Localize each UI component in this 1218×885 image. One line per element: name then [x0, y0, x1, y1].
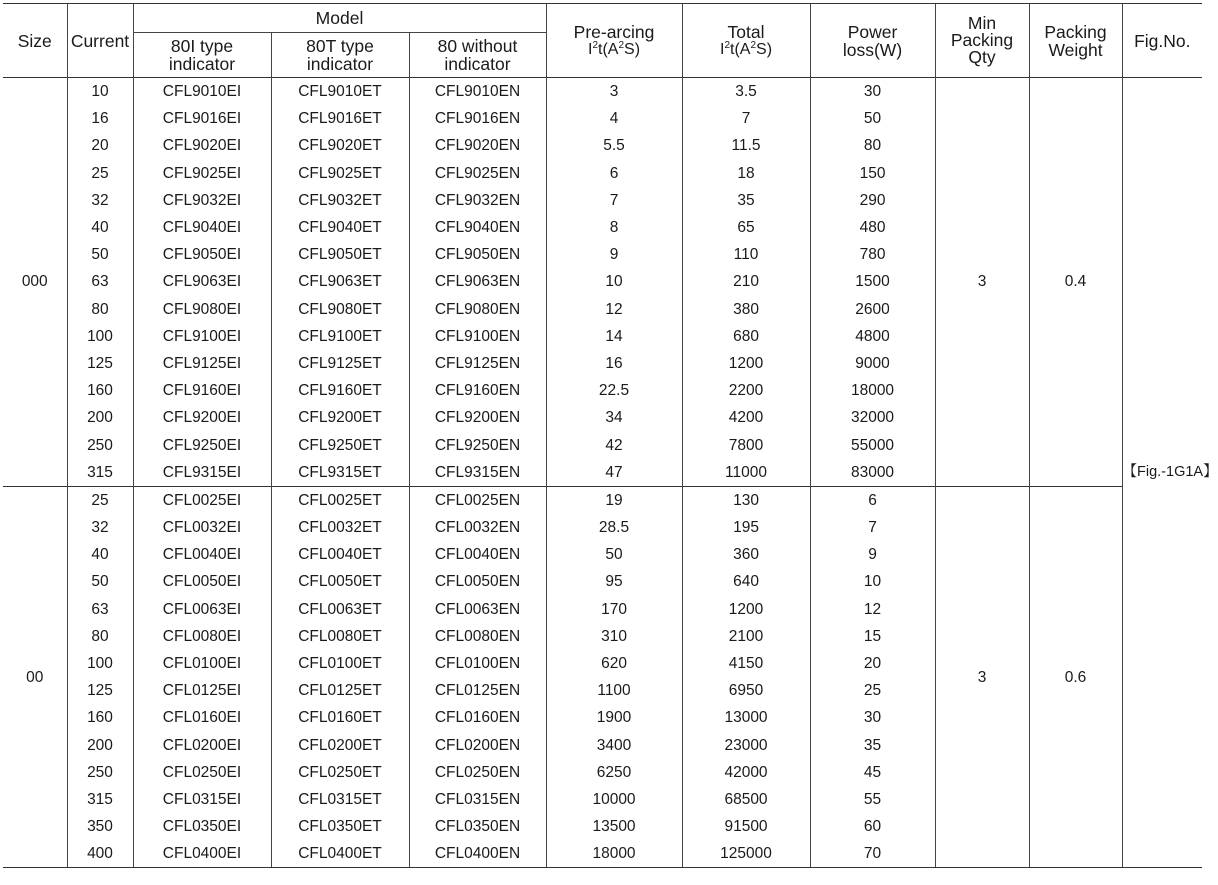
model-80t-cell: CFL0063ET	[271, 596, 409, 623]
current-cell: 32	[67, 187, 133, 214]
model-80i-cell: CFL0080EI	[133, 623, 271, 650]
fig-no-cell: 【Fig.-1G1A】	[1122, 78, 1202, 868]
current-cell: 200	[67, 404, 133, 431]
model-80i-cell: CFL9025EI	[133, 160, 271, 187]
model-80i-cell: CFL9125EI	[133, 350, 271, 377]
header-power-line1: Power	[847, 21, 898, 42]
total-cell: 7800	[682, 431, 810, 458]
current-cell: 400	[67, 840, 133, 868]
current-cell: 40	[67, 541, 133, 568]
total-cell: 3.5	[682, 78, 810, 106]
power-loss-cell: 4800	[810, 323, 935, 350]
current-cell: 315	[67, 459, 133, 487]
table-body	[3, 78, 1218, 868]
header-min-packing-qty	[935, 4, 1029, 78]
min-packing-qty-cell: 3	[935, 486, 1029, 868]
power-loss-cell: 35	[810, 732, 935, 759]
model-80i-cell: CFL9080EI	[133, 296, 271, 323]
power-loss-cell: 12	[810, 596, 935, 623]
total-cell: 13000	[682, 704, 810, 731]
current-cell: 32	[67, 514, 133, 541]
total-cell: 680	[682, 323, 810, 350]
total-cell: 360	[682, 541, 810, 568]
current-cell: 250	[67, 431, 133, 458]
model-80n-cell: CFL9160EN	[409, 377, 546, 404]
prearcing-cell: 620	[546, 650, 682, 677]
model-80i-cell: CFL0160EI	[133, 704, 271, 731]
model-80t-cell: CFL9250ET	[271, 431, 409, 458]
model-80n-cell: CFL0080EN	[409, 623, 546, 650]
model-80i-cell: CFL0200EI	[133, 732, 271, 759]
model-80n-cell: CFL9016EN	[409, 105, 546, 132]
total-cell: 195	[682, 514, 810, 541]
header-model-80t-line2: indicator	[306, 54, 374, 74]
model-80i-cell: CFL0040EI	[133, 541, 271, 568]
model-80i-cell: CFL9010EI	[133, 78, 271, 106]
model-80i-cell: CFL9020EI	[133, 132, 271, 159]
total-cell: 11000	[682, 459, 810, 487]
fuse-spec-table	[3, 3, 1218, 868]
prearcing-cell: 16	[546, 350, 682, 377]
power-loss-cell: 50	[810, 105, 935, 132]
model-80t-cell: CFL0025ET	[271, 486, 409, 514]
prearcing-cell: 8	[546, 214, 682, 241]
prearcing-cell: 9	[546, 241, 682, 268]
power-loss-cell: 1500	[810, 268, 935, 295]
model-80n-cell: CFL0040EN	[409, 541, 546, 568]
current-cell: 80	[67, 623, 133, 650]
current-cell: 125	[67, 677, 133, 704]
total-cell: 2100	[682, 623, 810, 650]
prearcing-cell: 170	[546, 596, 682, 623]
model-80t-cell: CFL9010ET	[271, 78, 409, 106]
prearcing-cell: 95	[546, 568, 682, 595]
model-80t-cell: CFL0050ET	[271, 568, 409, 595]
power-loss-cell: 7	[810, 514, 935, 541]
header-model-80n-line1: 80 without	[437, 36, 518, 56]
prearcing-cell: 1100	[546, 677, 682, 704]
model-80t-cell: CFL9050ET	[271, 241, 409, 268]
current-cell: 80	[67, 296, 133, 323]
power-loss-cell: 55000	[810, 431, 935, 458]
model-80i-cell: CFL0063EI	[133, 596, 271, 623]
model-80n-cell: CFL9200EN	[409, 404, 546, 431]
current-cell: 160	[67, 377, 133, 404]
power-loss-cell: 55	[810, 786, 935, 813]
model-80t-cell: CFL9063ET	[271, 268, 409, 295]
current-cell: 200	[67, 732, 133, 759]
model-80i-cell: CFL0350EI	[133, 813, 271, 840]
power-loss-cell: 150	[810, 160, 935, 187]
prearcing-cell: 6	[546, 160, 682, 187]
model-80n-cell: CFL9032EN	[409, 187, 546, 214]
header-model-80n-line2: indicator	[444, 54, 511, 74]
model-80t-cell: CFL0040ET	[271, 541, 409, 568]
model-80n-cell: CFL0350EN	[409, 813, 546, 840]
total-cell: 110	[682, 241, 810, 268]
current-cell: 50	[67, 241, 133, 268]
total-cell: 4150	[682, 650, 810, 677]
total-cell: 2200	[682, 377, 810, 404]
total-cell: 1200	[682, 350, 810, 377]
min-packing-qty-cell: 3	[935, 78, 1029, 487]
model-80i-cell: CFL9040EI	[133, 214, 271, 241]
header-minpack-line1: Min	[967, 13, 997, 33]
model-80t-cell: CFL9315ET	[271, 459, 409, 487]
power-loss-cell: 30	[810, 704, 935, 731]
power-loss-cell: 9	[810, 541, 935, 568]
current-cell: 350	[67, 813, 133, 840]
prearcing-cell: 19	[546, 486, 682, 514]
model-80n-cell: CFL9100EN	[409, 323, 546, 350]
model-80n-cell: CFL0032EN	[409, 514, 546, 541]
model-80n-cell: CFL9315EN	[409, 459, 546, 487]
model-80t-cell: CFL0350ET	[271, 813, 409, 840]
model-80t-cell: CFL9032ET	[271, 187, 409, 214]
prearcing-cell: 310	[546, 623, 682, 650]
model-80t-cell: CFL0080ET	[271, 623, 409, 650]
prearcing-cell: 13500	[546, 813, 682, 840]
power-loss-cell: 20	[810, 650, 935, 677]
header-model: Model	[133, 4, 546, 33]
header-weight-line1: Packing	[1044, 21, 1107, 42]
current-cell: 63	[67, 596, 133, 623]
prearcing-cell: 42	[546, 431, 682, 458]
header-model-80t-line1: 80T type	[306, 36, 374, 56]
model-80n-cell: CFL0125EN	[409, 677, 546, 704]
current-cell: 250	[67, 759, 133, 786]
model-80n-cell: CFL0200EN	[409, 732, 546, 759]
power-loss-cell: 25	[810, 677, 935, 704]
model-80t-cell: CFL9020ET	[271, 132, 409, 159]
prearcing-cell: 7	[546, 187, 682, 214]
current-cell: 125	[67, 350, 133, 377]
header-weight-line2: Weight	[1048, 39, 1103, 60]
model-80i-cell: CFL9250EI	[133, 431, 271, 458]
header-prearcing-line1: Pre-arcing	[573, 21, 655, 42]
model-80n-cell: CFL9040EN	[409, 214, 546, 241]
model-80t-cell: CFL9080ET	[271, 296, 409, 323]
total-cell: 1200	[682, 596, 810, 623]
model-80t-cell: CFL9160ET	[271, 377, 409, 404]
current-cell: 100	[67, 323, 133, 350]
model-80n-cell: CFL9050EN	[409, 241, 546, 268]
power-loss-cell: 70	[810, 840, 935, 868]
power-loss-cell: 30	[810, 78, 935, 106]
prearcing-cell: 14	[546, 323, 682, 350]
model-80i-cell: CFL0400EI	[133, 840, 271, 868]
model-80t-cell: CFL0315ET	[271, 786, 409, 813]
prearcing-cell: 47	[546, 459, 682, 487]
header-size: Size	[3, 4, 67, 78]
model-80n-cell: CFL0100EN	[409, 650, 546, 677]
model-80t-cell: CFL9040ET	[271, 214, 409, 241]
model-80i-cell: CFL9200EI	[133, 404, 271, 431]
header-current: Current	[67, 4, 133, 78]
total-cell: 4200	[682, 404, 810, 431]
header-prearcing	[546, 4, 682, 78]
model-80n-cell: CFL0025EN	[409, 486, 546, 514]
total-cell: 23000	[682, 732, 810, 759]
current-cell: 16	[67, 105, 133, 132]
model-80i-cell: CFL0125EI	[133, 677, 271, 704]
model-80i-cell: CFL0315EI	[133, 786, 271, 813]
header-packing-weight	[1029, 4, 1122, 78]
model-80n-cell: CFL9010EN	[409, 78, 546, 106]
header-minpack-line3: Qty	[968, 47, 996, 67]
current-cell: 25	[67, 160, 133, 187]
model-80t-cell: CFL9025ET	[271, 160, 409, 187]
model-80n-cell: CFL0250EN	[409, 759, 546, 786]
total-cell: 6950	[682, 677, 810, 704]
total-cell: 125000	[682, 840, 810, 868]
prearcing-cell: 28.5	[546, 514, 682, 541]
model-80t-cell: CFL0400ET	[271, 840, 409, 868]
model-80i-cell: CFL9315EI	[133, 459, 271, 487]
packing-weight-cell: 0.6	[1029, 486, 1122, 868]
power-loss-cell: 15	[810, 623, 935, 650]
power-loss-cell: 10	[810, 568, 935, 595]
header-total-line2: $I^2t(A^2S)$	[720, 39, 773, 58]
total-cell: 65	[682, 214, 810, 241]
power-loss-cell: 6	[810, 486, 935, 514]
prearcing-cell: 5.5	[546, 132, 682, 159]
model-80n-cell: CFL9025EN	[409, 160, 546, 187]
power-loss-cell: 9000	[810, 350, 935, 377]
model-80i-cell: CFL9160EI	[133, 377, 271, 404]
prearcing-cell: 4	[546, 105, 682, 132]
total-cell: 68500	[682, 786, 810, 813]
current-cell: 20	[67, 132, 133, 159]
header-prearcing-line2: $I^2t(A^2S)$	[588, 39, 641, 58]
model-80i-cell: CFL0100EI	[133, 650, 271, 677]
power-loss-cell: 60	[810, 813, 935, 840]
model-80n-cell: CFL9063EN	[409, 268, 546, 295]
header-model-80i-line1: 80I type	[170, 36, 234, 56]
model-80t-cell: CFL0200ET	[271, 732, 409, 759]
model-80i-cell: CFL0032EI	[133, 514, 271, 541]
current-cell: 100	[67, 650, 133, 677]
model-80i-cell: CFL9100EI	[133, 323, 271, 350]
prearcing-cell: 3400	[546, 732, 682, 759]
prearcing-cell: 10000	[546, 786, 682, 813]
model-80t-cell: CFL9016ET	[271, 105, 409, 132]
prearcing-cell: 22.5	[546, 377, 682, 404]
header-model-80n	[409, 33, 546, 78]
header-power-line2: loss(W)	[842, 39, 903, 60]
packing-weight-cell: 0.4	[1029, 78, 1122, 487]
model-80t-cell: CFL0160ET	[271, 704, 409, 731]
model-80n-cell: CFL0315EN	[409, 786, 546, 813]
header-power-loss	[810, 4, 935, 78]
power-loss-cell: 18000	[810, 377, 935, 404]
table-row	[3, 78, 1202, 106]
model-80t-cell: CFL9200ET	[271, 404, 409, 431]
total-cell: 35	[682, 187, 810, 214]
header-total	[682, 4, 810, 78]
power-loss-cell: 2600	[810, 296, 935, 323]
model-80i-cell: CFL0025EI	[133, 486, 271, 514]
power-loss-cell: 45	[810, 759, 935, 786]
model-80n-cell: CFL0050EN	[409, 568, 546, 595]
total-cell: 11.5	[682, 132, 810, 159]
model-80n-cell: CFL9125EN	[409, 350, 546, 377]
current-cell: 40	[67, 214, 133, 241]
model-80i-cell: CFL0250EI	[133, 759, 271, 786]
power-loss-cell: 780	[810, 241, 935, 268]
current-cell: 63	[67, 268, 133, 295]
total-cell: 380	[682, 296, 810, 323]
model-80n-cell: CFL0400EN	[409, 840, 546, 868]
prearcing-cell: 1900	[546, 704, 682, 731]
model-80i-cell: CFL0050EI	[133, 568, 271, 595]
total-cell: 7	[682, 105, 810, 132]
header-minpack-line2: Packing	[950, 30, 1014, 50]
model-80t-cell: CFL9125ET	[271, 350, 409, 377]
model-80n-cell: CFL0063EN	[409, 596, 546, 623]
model-80i-cell: CFL9032EI	[133, 187, 271, 214]
prearcing-cell: 12	[546, 296, 682, 323]
model-80t-cell: CFL0100ET	[271, 650, 409, 677]
power-loss-cell: 32000	[810, 404, 935, 431]
table-row	[3, 486, 1202, 514]
header-model-80t	[271, 33, 409, 78]
total-cell: 91500	[682, 813, 810, 840]
prearcing-cell: 50	[546, 541, 682, 568]
model-80i-cell: CFL9063EI	[133, 268, 271, 295]
model-80t-cell: CFL9100ET	[271, 323, 409, 350]
model-80n-cell: CFL9020EN	[409, 132, 546, 159]
size-cell: 000	[3, 78, 67, 487]
model-80i-cell: CFL9016EI	[133, 105, 271, 132]
current-cell: 25	[67, 486, 133, 514]
model-80t-cell: CFL0250ET	[271, 759, 409, 786]
current-cell: 160	[67, 704, 133, 731]
power-loss-cell: 83000	[810, 459, 935, 487]
model-80t-cell: CFL0032ET	[271, 514, 409, 541]
model-80t-cell: CFL0125ET	[271, 677, 409, 704]
prearcing-cell: 18000	[546, 840, 682, 868]
size-cell: 00	[3, 486, 67, 868]
total-cell: 130	[682, 486, 810, 514]
prearcing-cell: 3	[546, 78, 682, 106]
current-cell: 10	[67, 78, 133, 106]
total-cell: 42000	[682, 759, 810, 786]
header-model-80i	[133, 33, 271, 78]
power-loss-cell: 80	[810, 132, 935, 159]
prearcing-cell: 6250	[546, 759, 682, 786]
current-cell: 50	[67, 568, 133, 595]
power-loss-cell: 290	[810, 187, 935, 214]
current-cell: 315	[67, 786, 133, 813]
header-model-80i-line2: indicator	[168, 54, 236, 74]
header-fig-no: Fig.No.	[1122, 4, 1202, 78]
total-cell: 18	[682, 160, 810, 187]
prearcing-cell: 10	[546, 268, 682, 295]
total-cell: 210	[682, 268, 810, 295]
model-80n-cell: CFL9080EN	[409, 296, 546, 323]
model-80n-cell: CFL9250EN	[409, 431, 546, 458]
header-total-line1: Total	[727, 21, 765, 42]
power-loss-cell: 480	[810, 214, 935, 241]
model-80n-cell: CFL0160EN	[409, 704, 546, 731]
model-80i-cell: CFL9050EI	[133, 241, 271, 268]
total-cell: 640	[682, 568, 810, 595]
prearcing-cell: 34	[546, 404, 682, 431]
